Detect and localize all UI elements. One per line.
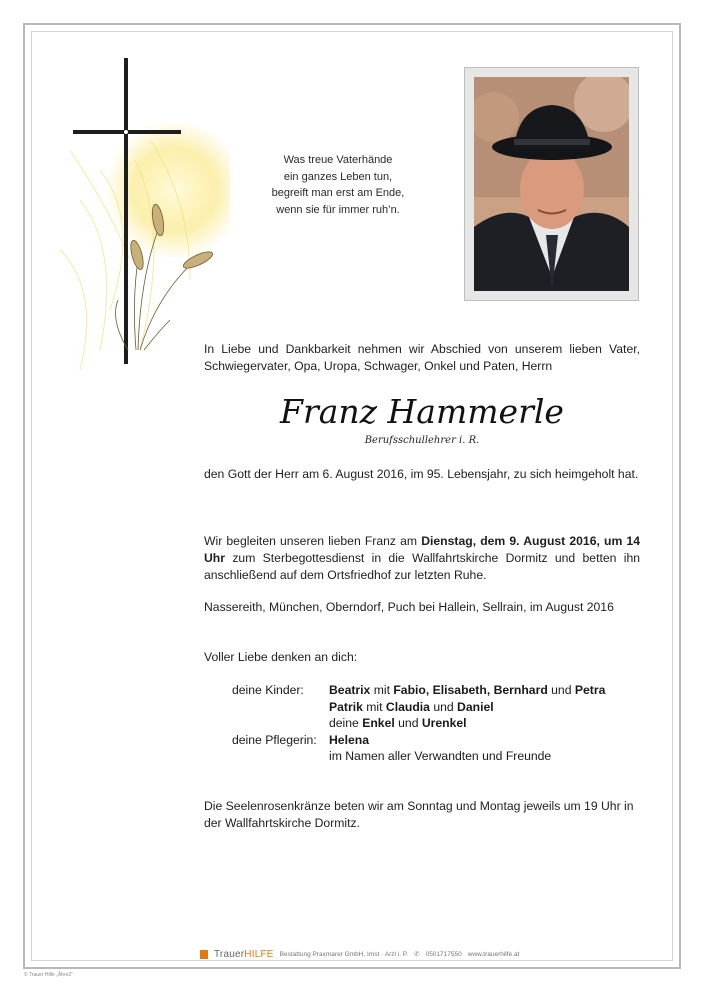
rosary-paragraph: Die Seelenrosenkränze beten wir am Sonntag und Montag jeweils um 19 Uhr in der Wallfahrtskirche Dormitz. — [204, 799, 634, 830]
intro-paragraph: In Liebe und Dankbarkeit nehmen wir Abschied von unserem lieben Vater, Schwiegervater, Opa, Uropa, Schwager, Onkel und Paten, Herrn — [204, 342, 640, 373]
poem-line: begreift man erst am Ende, — [271, 187, 405, 199]
family-row-caregiver — [204, 732, 644, 765]
deceased-name: Franz Hammerle — [280, 392, 564, 431]
poem-line: wenn sie für immer ruh’n. — [276, 203, 400, 216]
sun-glow-icon — [105, 120, 230, 260]
footer — [200, 946, 519, 962]
funeral-paragraph: Wir begleiten unseren lieben Franz am Dienstag, dem 9. August 2016, um 14 Uhr zum Sterbegottesdienst in die Wallfahrtskirche Dormitz und betten ihn anschließend auf dem Ortsfriedhof zur letzten Ruhe. — [204, 534, 640, 582]
caregiver-label: deine Pflegerin: — [232, 732, 317, 747]
poem-line: ein ganzes Leben tun, — [283, 170, 393, 183]
children-names: Beatrix mit Fabio, Elisabeth, Bernhard und Petra Patrik mit Claudia und Daniel deine Enkel und Urenkel — [329, 683, 606, 730]
trauerhilfe-logo-icon — [200, 950, 208, 959]
trauerhilfe-logo-text: TrauerHILFE — [214, 948, 274, 960]
places-line: Nassereith, München, Oberndorf, Puch bei Hallein, Sellrain, im August 2016 — [204, 600, 614, 614]
memorial-poem — [238, 152, 438, 218]
children-label: deine Kinder: — [232, 683, 304, 697]
mourners-intro: Voller Liebe denken an dich: — [204, 650, 358, 664]
funeral-date: Dienstag, dem 9. August 2016, um 14 Uhr — [204, 534, 640, 565]
company-info: Bestattung Praxmarer GmbH, Imst · Arzl i. P. — [279, 950, 409, 958]
portrait-frame — [464, 67, 639, 301]
closing-line: im Namen aller Verwandten und Freunde — [329, 749, 552, 763]
phone-icon: ✆ — [414, 951, 420, 958]
cross-wheat-decoration — [40, 50, 230, 380]
family-row-children — [204, 682, 644, 732]
website-link[interactable]: www.trauerhilfe.at — [467, 950, 520, 958]
copyright-note: © Trauer Hilfe „Ähre2“ — [24, 972, 73, 978]
phone-number: 0501717550 — [425, 950, 462, 958]
death-notice: den Gott der Herr am 6. August 2016, im 95. Lebensjahr, zu sich heimgeholt hat. — [204, 467, 639, 481]
poem-line: Was treue Vaterhände — [283, 154, 393, 166]
caregiver-name: Helena im Namen aller Verwandten und Freunde — [329, 732, 552, 763]
portrait-photo — [474, 77, 629, 291]
family-list — [204, 682, 644, 765]
deceased-title: Berufsschullehrer i. R. — [364, 435, 480, 446]
